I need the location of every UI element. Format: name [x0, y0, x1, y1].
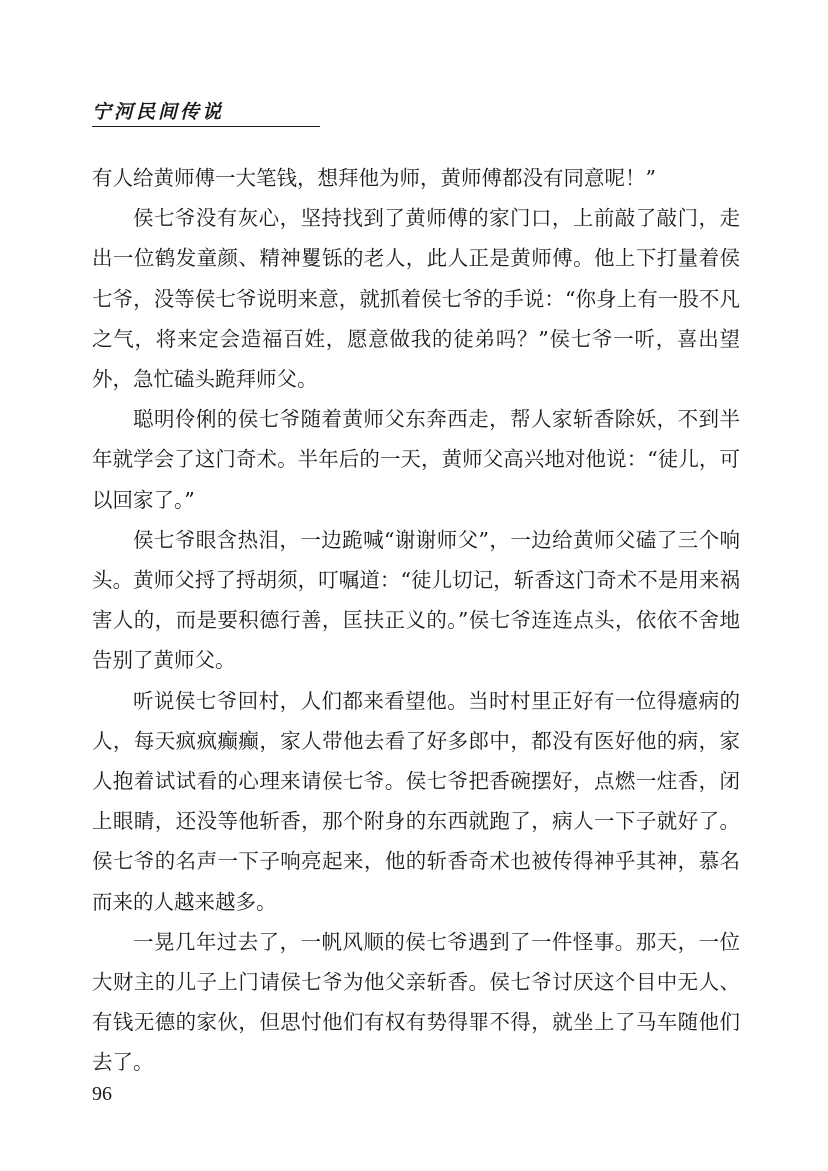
paragraph: 侯七爷没有灰心，坚持找到了黄师傅的家门口，上前敲了敲门，走出一位鹤发童颜、精神矍铄的老人，此人正是黄师傅。他上下打量着侯七爷，没等侯七爷说明来意，就抓着侯七爷的手说：“你身上有一股不凡之气，将来定会造福百姓，愿意做我的徒弟吗？”侯七爷一听，喜出望外，急忙磕头跪拜师父。	[92, 206, 740, 392]
book-title: 宁河民间传说	[92, 101, 225, 123]
paragraph-continued: 有人给黄师傅一大笔钱，想拜他为师，黄师傅都没有同意呢！”	[92, 166, 656, 190]
paragraph: 听说侯七爷回村，人们都来看望他。当时村里正好有一位得癔病的人，每天疯疯癫癫，家人带他去看了好多郎中，都没有医好他的病，家人抱着试试看的心理来请侯七爷。侯七爷把香碗摆好，点燃一炷香，闭上眼睛，还没等他斩香，那个附身的东西就跑了，病人一下子就好了。侯七爷的名声一下子响亮起来，他的斩香奇术也被传得神乎其神，慕名而来的人越来越多。	[92, 688, 740, 914]
body-text	[92, 158, 740, 1083]
running-header	[92, 100, 320, 127]
header-rule	[92, 126, 320, 127]
paragraph: 侯七爷眼含热泪，一边跪喊“谢谢师父”，一边给黄师父磕了三个响头。黄师父捋了捋胡须，叮嘱道：“徒儿切记，斩香这门奇术不是用来祸害人的，而是要积德行善，匡扶正义的。”侯七爷连连点头，依依不舍地告别了黄师父。	[92, 527, 740, 673]
paragraph: 聪明伶俐的侯七爷随着黄师父东奔西走，帮人家斩香除妖，不到半年就学会了这门奇术。半年后的一天，黄师父高兴地对他说：“徒儿，可以回家了。”	[92, 407, 740, 512]
page-number: 96	[92, 1083, 112, 1105]
paragraph: 一晃几年过去了，一帆风顺的侯七爷遇到了一件怪事。那天，一位大财主的儿子上门请侯七爷为他父亲斩香。侯七爷讨厌这个目中无人、有钱无德的家伙，但思忖他们有权有势得罪不得，就坐上了马车随他们去了。	[92, 929, 740, 1075]
